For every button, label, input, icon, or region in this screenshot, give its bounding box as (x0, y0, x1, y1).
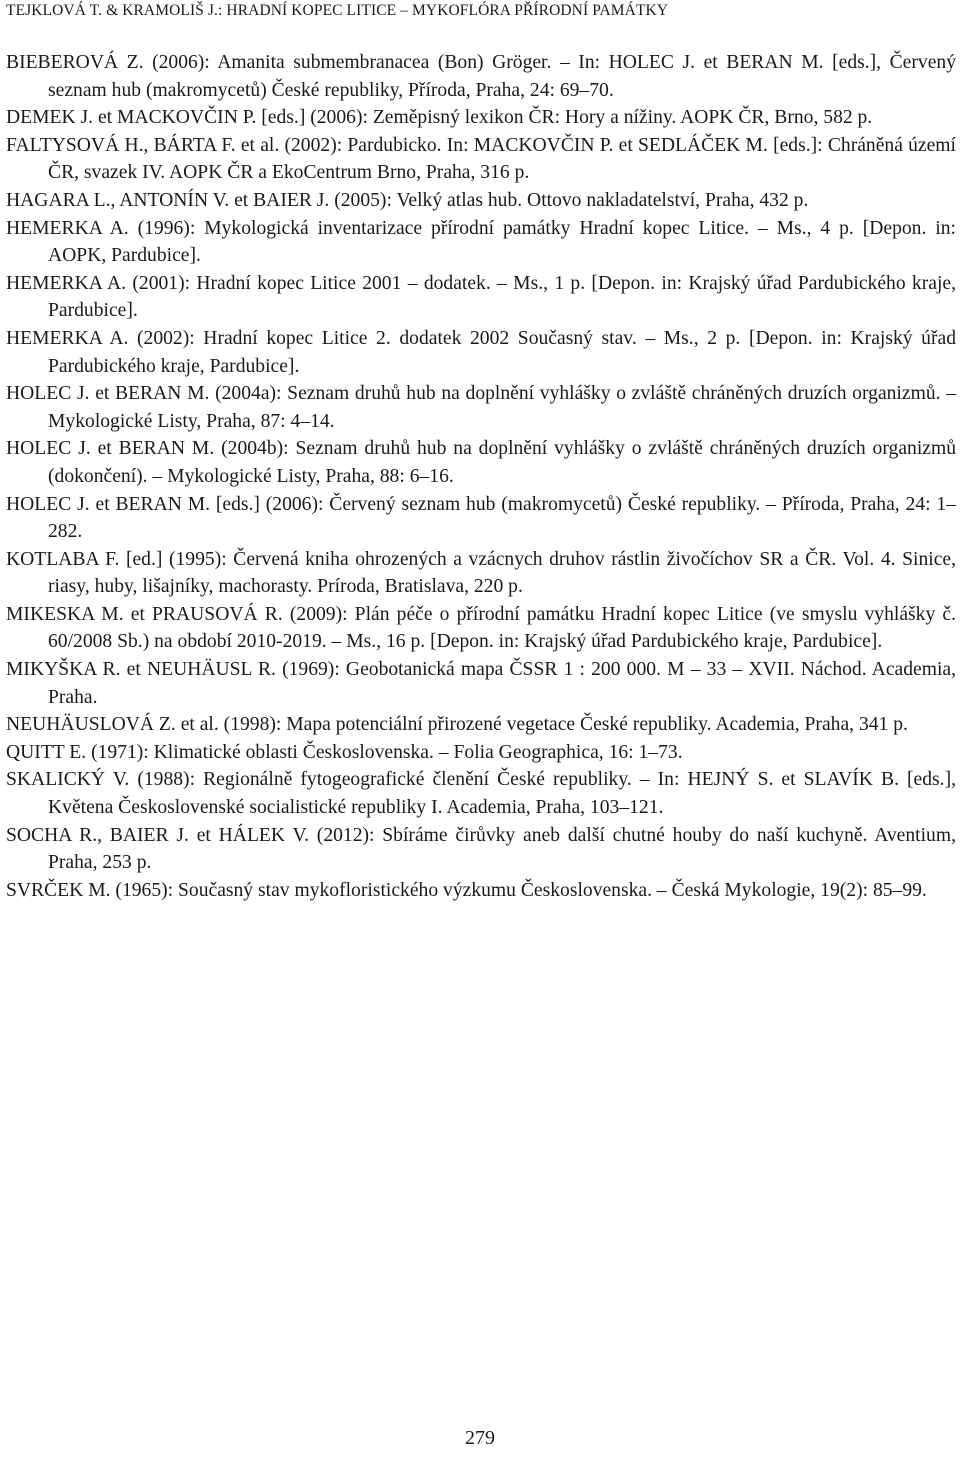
reference-item: NEUHÄUSLOVÁ Z. et al. (1998): Mapa potenciální přirozené vegetace České republiky. Academia, Praha, 341 p. (6, 714, 908, 736)
reference-item: QUITT E. (1971): Klimatické oblasti Československa. – Folia Geographica, 16: 1–73. (6, 741, 683, 763)
reference-item: MIKYŠKA R. et NEUHÄUSL R. (1969): Geobotanická mapa ČSSR 1 : 200 000. M – 33 – XVII. Náchod. Academia, Praha. (6, 659, 956, 708)
reference-item: SKALICKÝ V. (1988): Regionálně fytogeografické členění České republiky. – In: HEJNÝ S. et SLAVÍK B. [eds.], Květena Československé socialistické republiky I. Academia, Praha, 103–121. (6, 769, 956, 819)
reference-item: HEMERKA A. (2001): Hradní kopec Litice 2001 – dodatek. – Ms., 1 p. [Depon. in: Krajský úřad Pardubického kraje, Pardubice]. (6, 272, 956, 322)
reference-item: SVRČEK M. (1965): Současný stav mykofloristického výzkumu Československa. – Česká Mykologie, 19(2): 85–99. (6, 879, 927, 901)
reference-item: FALTYSOVÁ H., BÁRTA F. et al. (2002): Pardubicko. In: MACKOVČIN P. et SEDLÁČEK M. [eds.]: Chráněná území ČR, svazek IV. AOPK ČR a EkoCentrum Brno, Praha, 316 p. (6, 134, 956, 184)
reference-item: HOLEC J. et BERAN M. (2004a): Seznam druhů hub na doplnění vyhlášky o zvláště chráněných druzích organizmů. – Mykologické Listy, Praha, 87: 4–14. (6, 383, 956, 432)
reference-item: HEMERKA A. (1996): Mykologická inventarizace přírodní památky Hradní kopec Litice. – Ms., 4 p. [Depon. in: AOPK, Pardubice]. (6, 217, 956, 267)
reference-item: DEMEK J. et MACKOVČIN P. [eds.] (2006): Zeměpisný lexikon ČR: Hory a nížiny. AOPK ČR, Brno, 582 p. (6, 107, 873, 129)
reference-item: HOLEC J. et BERAN M. (2004b): Seznam druhů hub na doplnění vyhlášky o zvláště chráněných druzích organizmů (dokončení). – Mykologické Listy, Praha, 88: 6–16. (6, 438, 956, 487)
reference-item: KOTLABA F. [ed.] (1995): Červená kniha ohrozených a vzácnych druhov rástlin živočíchov SR a ČR. Vol. 4. Sinice, riasy, huby, lišajníky, machorasty. Príroda, Bratislava, 220 p. (6, 548, 956, 598)
reference-item: SOCHA R., BAIER J. et HÁLEK V. (2012): Sbíráme čirůvky aneb další chutné houby do naší kuchyně. Aventium, Praha, 253 p. (6, 824, 956, 874)
reference-item: HAGARA L., ANTONÍN V. et BAIER J. (2005): Velký atlas hub. Ottovo nakladatelství, Praha, 432 p. (6, 189, 809, 211)
reference-item: HOLEC J. et BERAN M. [eds.] (2006): Červený seznam hub (makromycetů) České republiky. – Příroda, Praha, 24: 1–282. (6, 493, 956, 543)
reference-item: BIEBEROVÁ Z. (2006): Amanita submembranacea (Bon) Gröger. – In: HOLEC J. et BERAN M. [eds.], Červený seznam hub (makromycetů) České republiky, Příroda, Praha, 24: 69–70. (6, 52, 956, 101)
reference-item: HEMERKA A. (2002): Hradní kopec Litice 2. dodatek 2002 Současný stav. – Ms., 2 p. [Depon. in: Krajský úřad Pardubického kraje, Pardubice]. (6, 327, 956, 377)
running-head: TEJKLOVÁ T. & KRAMOLIŠ J.: HRADNÍ KOPEC LITICE – MYKOFLÓRA PŘÍRODNÍ PAMÁTKY (6, 2, 669, 19)
reference-item: MIKESKA M. et PRAUSOVÁ R. (2009): Plán péče o přírodní památku Hradní kopec Litice (ve smyslu vyhlášky č. 60/2008 Sb.) na období 2010-2019. – Ms., 16 p. [Depon. in: Krajský úřad Pardubického kraje, Pardubice]. (6, 603, 956, 653)
reference-list (6, 49, 956, 904)
page-number: 279 (465, 1427, 495, 1449)
